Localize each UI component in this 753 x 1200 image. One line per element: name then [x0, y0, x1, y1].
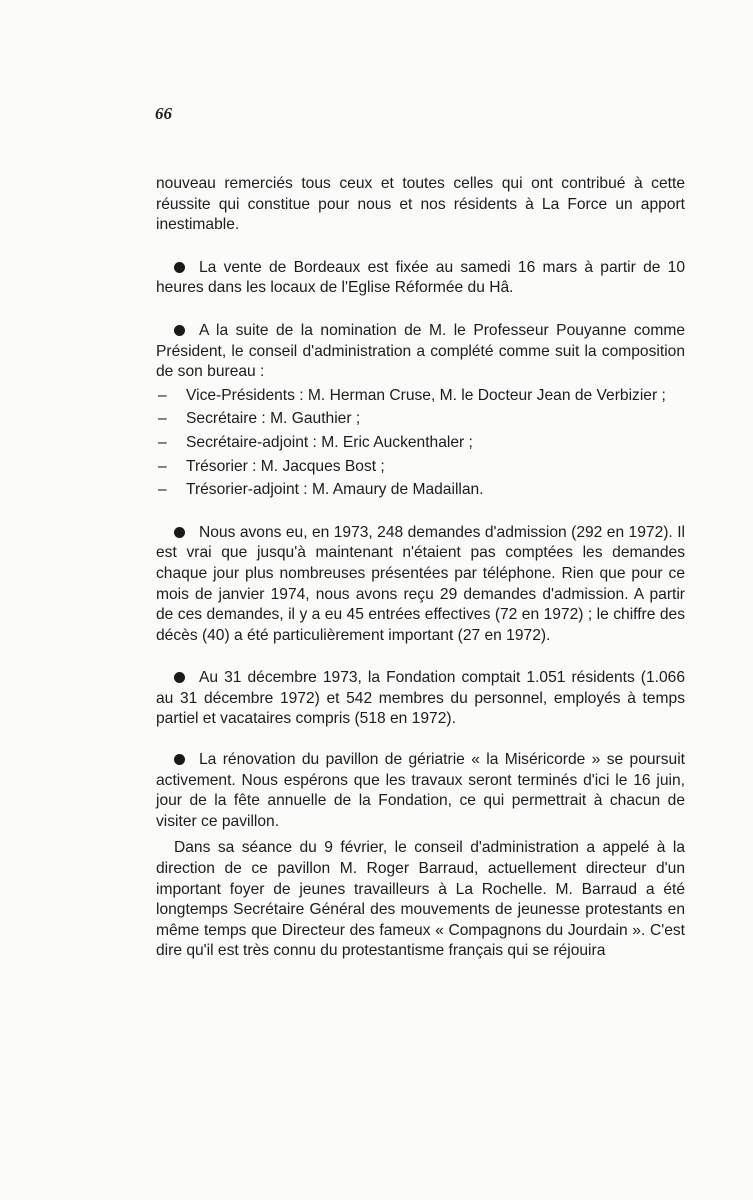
bureau-item-tresorier-adjoint: [156, 480, 685, 501]
seance-paragraph: [156, 838, 685, 962]
bullet-icon: [174, 527, 185, 538]
bureau-item-text: Trésorier-adjoint : M. Amaury de Madaillan.: [186, 481, 484, 499]
bullet-icon: [174, 754, 185, 765]
bureau-list: [156, 386, 685, 501]
renovation-paragraph: [156, 750, 685, 832]
dash-marker: –: [158, 457, 167, 475]
nomination-paragraph: [156, 321, 685, 383]
bullet-icon: [174, 672, 185, 683]
page-number: 66: [155, 104, 172, 123]
bureau-item-text: Trésorier : M. Jacques Bost ;: [186, 457, 385, 475]
bullet-icon: [174, 262, 185, 273]
bureau-item-secretaire-adjoint: [156, 433, 685, 454]
demandes-paragraph: [156, 523, 685, 647]
dash-marker: –: [158, 386, 167, 404]
bureau-item-text: Secrétaire-adjoint : M. Eric Auckenthaler ;: [186, 433, 473, 451]
text-column: [156, 174, 685, 962]
dash-marker: –: [158, 481, 167, 499]
bullet-icon: [174, 325, 185, 336]
vente-text: La vente de Bordeaux est fixée au samedi 16 mars à partir de 10 heures dans les locaux de l'Eglise Réformée du Hâ.: [156, 258, 685, 297]
renovation-text: La rénovation du pavillon de gériatrie « la Miséricorde » se poursuit activement. Nous espérons que les travaux seront terminés d'ici le 16 juin, jour de la fête annuelle de la Fondation, ce qui permettrait à chacun de visiter ce pavillon.: [156, 751, 685, 830]
nomination-text: A la suite de la nomination de M. le Professeur Pouyanne comme Président, le conseil d'administration a complété comme suit la composition de son bureau :: [156, 321, 685, 381]
bureau-item-text: Vice-Présidents : M. Herman Cruse, M. le Docteur Jean de Verbizier ;: [186, 386, 666, 404]
demandes-text: Nous avons eu, en 1973, 248 demandes d'admission (292 en 1972). Il est vrai que jusqu'à maintenant n'étaient pas comptées les demandes chaque jour plus nombreuses présentées par téléphone. Rien que pour ce mois de janvier 1974, nous avons reçu 29 demandes d'admission. A partir de ces demandes, il y a eu 45 entrées effectives (72 en 1972) ; le chiffre des décès (40) a été particulièrement important (27 en 1972).: [156, 523, 685, 644]
vente-paragraph: [156, 258, 685, 299]
bureau-item-secretaire: [156, 409, 685, 430]
intro-paragraph: nouveau remerciés tous ceux et toutes celles qui ont contribué à cette réussite qui constitue pour nous et nos résidents à La Force un apport inestimable.: [156, 175, 685, 234]
dash-marker: –: [158, 433, 167, 451]
bureau-item-tresorier: [156, 457, 685, 478]
dash-marker: –: [158, 410, 167, 428]
decembre-text: Au 31 décembre 1973, la Fondation comptait 1.051 résidents (1.066 au 31 décembre 1972) et 542 membres du personnel, employés à temps partiel et vacataires compris (518 en 1972).: [156, 669, 685, 728]
bureau-item-vice-presidents: [156, 386, 685, 407]
seance-text: Dans sa séance du 9 février, le conseil d'administration a appelé à la direction de ce pavillon M. Roger Barraud, actuellement directeur d'un important foyer de jeunes travailleurs à La Rochelle. M. Barraud a été longtemps Secrétaire Général des mouvements de jeunesse protestants en même temps que Directeur des fameux « Compagnons du Jourdain ». C'est dire qu'il est très connu du protestantisme français qui se réjouira: [156, 839, 685, 960]
bureau-item-text: Secrétaire : M. Gauthier ;: [186, 410, 361, 428]
decembre-paragraph: [156, 668, 685, 730]
